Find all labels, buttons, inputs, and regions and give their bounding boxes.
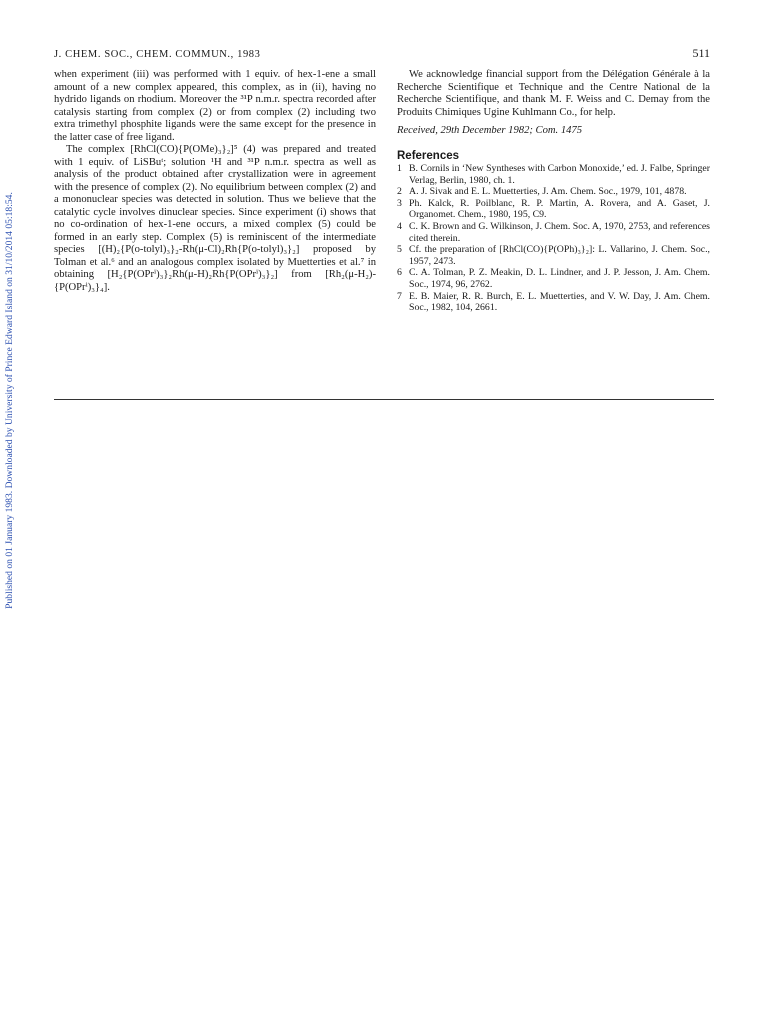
reference-number: 1 [397, 163, 402, 174]
received-date: Received, 29th December 1982; Com. 1475 [397, 125, 583, 136]
reference-number: 7 [397, 290, 402, 302]
reference-item [397, 163, 710, 186]
reference-text: Cf. the preparation of [RhCl(CO){P(OPh)₃}₂]: L. Vallarino, J. Chem. Soc., 1957, 2473. [409, 244, 710, 267]
reference-number: 4 [397, 220, 402, 232]
reference-item [397, 291, 710, 314]
references-heading: References [397, 149, 460, 162]
body-paragraph-1: when experiment (iii) was performed with 1 equiv. of hex-1-ene a small amount of a new complex appeared, this complex, as in (ii), having no hydrido ligands on rhodium. Moreover the ³¹P n.m.r. spectra recorded after catalysis starting from complex (2) or from complex (2) including two extra trimethyl phosphite ligands were the same except for the presence in the latter case of free ligand. [54, 69, 376, 143]
acknowledgement: We acknowledge financial support from the Délégation Générale à la Recherche Scientifique et Technique and the Centre National de la Recherche Scientifique, and thank M. F. Weiss and C. Demay from the Produits Chimiques Ugine Kuhlmann Co., for help. [397, 69, 710, 118]
download-watermark-text: Published on 01 January 1983. Downloaded by University of Prince Edward Island on 31/10/2014 05:18:54. [3, 191, 15, 609]
reference-item [397, 244, 710, 267]
reference-number: 5 [397, 244, 402, 256]
reference-text: C. A. Tolman, P. Z. Meakin, D. L. Lindner, and J. P. Jesson, J. Am. Chem. Soc., 1974, 96, 2762. [409, 267, 710, 290]
reference-item [397, 267, 710, 290]
reference-number: 3 [397, 197, 402, 209]
reference-item [397, 198, 710, 221]
page-number: 511 [692, 46, 710, 60]
body-paragraph-2: The complex [RhCl(CO){P(OMe)₃}₂]⁵ (4) was prepared and treated with 1 equiv. of LiSBuᵗ; solution ¹H and ³¹P n.m.r. spectra as well as analysis of the product obtained after crystallization were in agreement with the presence of complex (2). No equilibrium between complex (2) and a mononuclear species was detected in solution. Thus we believe that the catalytic cycle involves dinuclear species. Since experiment (i) shows that no co-ordination of hex-1-ene occurs, a mixed complex (5) could be formed in an early step. Complex (5) is reminiscent of the intermediate species [(H)₂{P(o-tolyl)₃}₂-Rh(μ-Cl)₂Rh{P(o-tolyl)₃}₂] proposed by Tolman et al.⁶ and an analogous complex isolated by Muetterties et al.⁷ in obtaining [H₂{P(OPrⁱ)₃}₂Rh(μ-H)₂Rh{P(OPrⁱ)₃}₂] from [Rh₂(μ-H₂)-{P(OPrⁱ)₃}₄]. [54, 144, 376, 293]
reference-item [397, 221, 710, 244]
reference-text: Ph. Kalck, R. Poilblanc, R. P. Martin, A. Rovera, and A. Gaset, J. Organomet. Chem., 1980, 195, C9. [409, 197, 710, 221]
right-column [397, 69, 710, 314]
reference-number: 2 [397, 186, 402, 198]
page-header [54, 46, 710, 61]
download-watermark [0, 160, 18, 640]
reference-text: C. K. Brown and G. Wilkinson, J. Chem. Soc. A, 1970, 2753, and references cited therein. [409, 220, 710, 244]
left-column [54, 69, 376, 294]
reference-text: E. B. Maier, R. R. Burch, E. L. Muetterties, and V. W. Day, J. Am. Chem. Soc., 1982, 104, 2661. [409, 290, 710, 314]
reference-item [397, 186, 710, 198]
references-list [397, 163, 710, 314]
reference-text: B. Cornils in ‘New Syntheses with Carbon Monoxide,’ ed. J. Falbe, Springer Verlag, Berlin, 1980, ch. 1. [409, 163, 710, 186]
section-divider [54, 399, 714, 400]
reference-text: A. J. Sivak and E. L. Muetterties, J. Am. Chem. Soc., 1979, 101, 4878. [409, 186, 687, 198]
reference-number: 6 [397, 267, 402, 279]
journal-title: J. CHEM. SOC., CHEM. COMMUN., 1983 [54, 49, 261, 60]
